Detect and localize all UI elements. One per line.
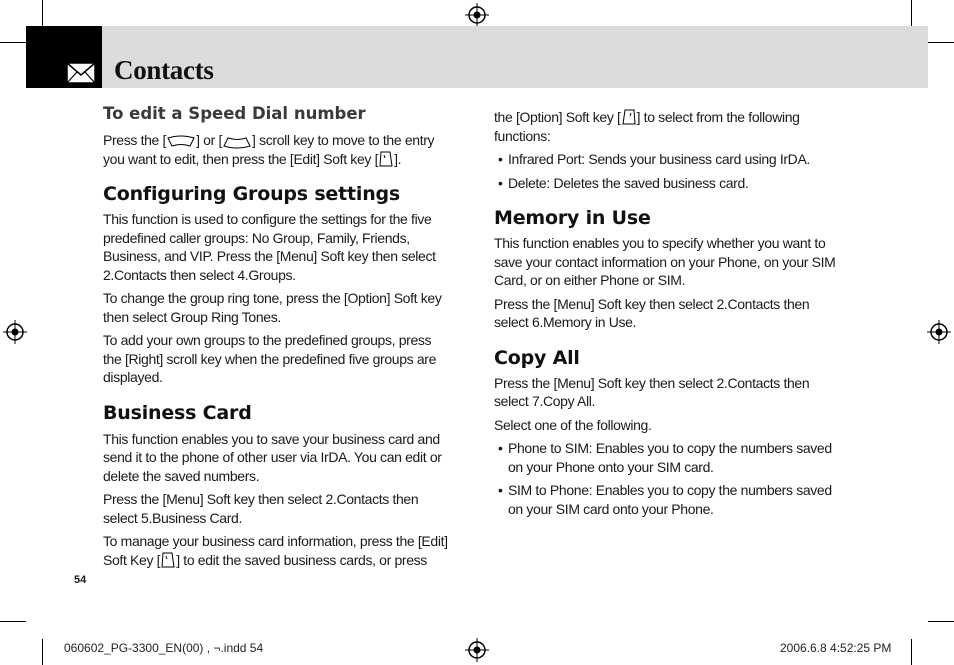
text-line: delete the saved numbers. xyxy=(103,467,260,484)
text-span: the [Option] Soft key [ xyxy=(494,109,621,125)
page-number: 54 xyxy=(74,574,87,586)
memory-paragraph-2 xyxy=(494,295,846,332)
text-line: To change the group ring tone, press the [Option] Soft key xyxy=(103,290,442,306)
list-item xyxy=(494,174,846,193)
text-line: Press the [Menu] Soft key then select 2.Contacts then xyxy=(103,491,419,507)
text-line: SIM to Phone: Enables you to copy the numbers saved xyxy=(508,482,832,498)
soft-key-icon xyxy=(378,150,394,168)
speed-dial-heading: To edit a Speed Dial number xyxy=(103,104,366,123)
memory-paragraph-1 xyxy=(494,234,846,290)
crop-mark xyxy=(911,0,912,26)
text-span: ] scroll key to move to the entry xyxy=(252,132,435,148)
text-line: Card, or on either Phone or SIM. xyxy=(494,272,686,288)
groups-paragraph-2 xyxy=(103,289,459,326)
text-line: This function is used to configure the settings for the five xyxy=(103,211,432,227)
list-item xyxy=(494,481,846,518)
groups-paragraph-3 xyxy=(103,331,459,387)
business-card-paragraph-1 xyxy=(103,430,459,486)
text-line: To add your own groups to the predefined groups, press xyxy=(103,332,432,348)
text-span: ] to select from the following xyxy=(636,109,800,125)
groups-heading: Configuring Groups settings xyxy=(103,183,401,205)
bullet: • xyxy=(498,151,503,167)
copy-all-paragraph-2: Select one of the following. xyxy=(494,416,652,433)
soft-key-icon xyxy=(160,551,176,569)
bullet: • xyxy=(498,174,503,191)
text-line: Phone to SIM: Enables you to copy the numbers saved xyxy=(508,440,832,456)
text-line: send it to the phone of other user via IrDA. You can edit or xyxy=(103,449,442,465)
crop-mark xyxy=(928,621,954,622)
text-line: select 6.Memory in Use. xyxy=(494,314,637,330)
memory-heading: Memory in Use xyxy=(494,207,651,229)
groups-paragraph-1 xyxy=(103,210,459,284)
list-item xyxy=(494,150,846,169)
text-line: Business, and VIP. Press the [Menu] Soft key then select xyxy=(103,248,436,264)
crop-mark xyxy=(42,0,43,26)
text-line: displayed. xyxy=(103,369,163,385)
registration-mark-icon xyxy=(465,638,489,662)
text-line: the [Right] scroll key when the predefined five groups are xyxy=(103,350,437,367)
text-span: ] or [ xyxy=(196,132,222,148)
business-card-paragraph-3 xyxy=(103,532,459,569)
text-line: then select Group Ring Tones. xyxy=(103,308,281,325)
scroll-up-key-icon xyxy=(166,135,196,149)
text-line: on your Phone onto your SIM card. xyxy=(508,458,714,475)
text-line: 2.Contacts then select 4.Groups. xyxy=(103,266,296,283)
text-span: you want to edit, then press the [Edit] Soft key [ xyxy=(103,150,379,167)
text-span: Soft Key [ xyxy=(103,551,161,568)
copy-all-heading: Copy All xyxy=(494,346,580,369)
text-line: save your contact information on your Phone, on your SIM xyxy=(494,253,836,270)
footer-file-info: 060602_PG-3300_EN(00) , ¬.indd 54 xyxy=(64,641,264,655)
scroll-down-key-icon xyxy=(222,135,252,149)
text-line: Press the [Menu] Soft key then select 2.Contacts then xyxy=(494,374,810,391)
crop-mark xyxy=(928,42,954,43)
footer-timestamp: 2006.6.8 4:52:25 PM xyxy=(780,641,892,655)
registration-mark-icon xyxy=(3,320,27,344)
text-line: Press the [Menu] Soft key then select 2.Contacts then xyxy=(494,295,810,312)
registration-mark-icon xyxy=(465,3,489,27)
business-card-paragraph-2 xyxy=(103,490,459,527)
right-column xyxy=(494,108,846,518)
left-column xyxy=(103,104,459,569)
copy-all-paragraph-1 xyxy=(494,374,846,411)
text-line: functions: xyxy=(494,127,551,144)
speed-dial-paragraph xyxy=(103,131,459,168)
text-line: This function enables you to save your business card and xyxy=(103,430,440,447)
bullet: • xyxy=(498,440,503,456)
text-line: predefined caller groups: No Group, Family, Friends, xyxy=(103,229,410,246)
business-card-heading: Business Card xyxy=(103,401,252,424)
crop-mark xyxy=(0,621,26,622)
text-line: on your SIM card onto your Phone. xyxy=(508,500,714,517)
crop-mark xyxy=(0,42,26,43)
text-line: select 5.Business Card. xyxy=(103,509,243,526)
text-span: ] to edit the saved business cards, or press xyxy=(176,551,427,568)
text-line: select 7.Copy All. xyxy=(494,393,596,409)
option-soft-key-icon xyxy=(621,108,637,126)
list-item xyxy=(494,439,846,476)
text-line: Delete: Deletes the saved business card. xyxy=(508,174,749,191)
page-title: Contacts xyxy=(114,55,214,85)
crop-mark xyxy=(911,639,912,665)
envelope-icon xyxy=(66,62,96,84)
text-span: Press the [ xyxy=(103,132,167,148)
continued-paragraph xyxy=(494,108,846,145)
bullet: • xyxy=(498,482,503,498)
crop-mark xyxy=(42,639,43,665)
registration-mark-icon xyxy=(927,320,951,344)
text-line: To manage your business card information, press the [Edit] xyxy=(103,533,448,549)
text-line: Infrared Port: Sends your business card using IrDA. xyxy=(508,151,810,167)
text-line: This function enables you to specify whether you want to xyxy=(494,235,826,251)
text-span: ]. xyxy=(394,150,402,167)
